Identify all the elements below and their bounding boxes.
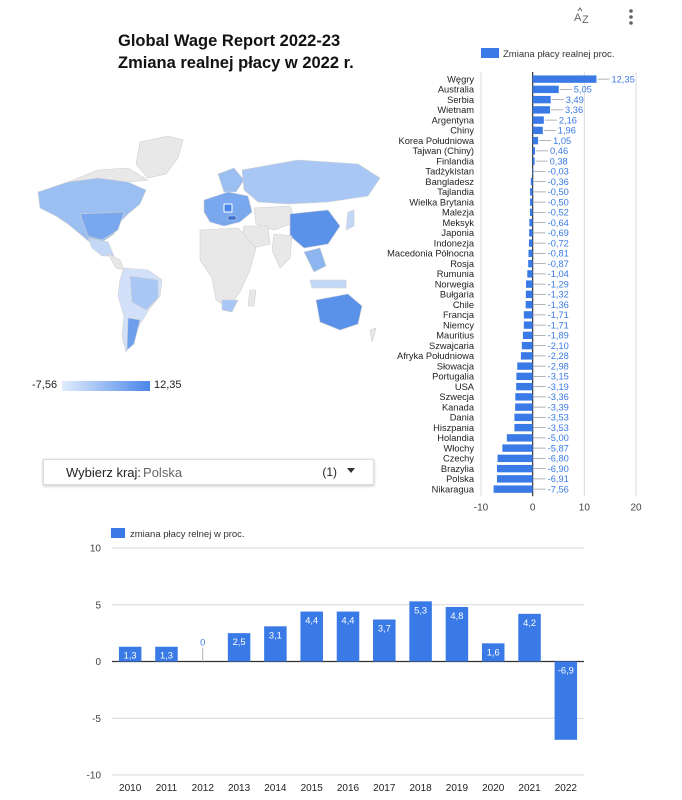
- bar: [533, 116, 544, 123]
- category-label: Finlandia: [436, 156, 474, 167]
- bar: [533, 106, 550, 113]
- data-label: -6,9: [557, 665, 574, 676]
- data-label: -7,56: [547, 484, 569, 495]
- y-tick-label: 10: [89, 543, 101, 555]
- category-label: Australia: [437, 84, 474, 95]
- bar: [526, 301, 533, 308]
- y-tick-label: -10: [86, 770, 101, 782]
- bar: [526, 280, 533, 287]
- category-label: Meksyk: [442, 217, 474, 228]
- bar: [514, 424, 532, 431]
- x-tick-label: 2020: [482, 783, 505, 794]
- category-label: Polska: [446, 474, 474, 485]
- legend-label: zmiana płacy relnej w proc.: [130, 529, 245, 540]
- legend-swatch: [481, 48, 499, 58]
- category-label: Węgry: [447, 74, 474, 85]
- data-label: -3,15: [547, 371, 569, 382]
- bar: [517, 362, 532, 369]
- bar: [530, 198, 533, 205]
- data-label: -2,28: [547, 351, 569, 362]
- data-label: -6,90: [547, 463, 569, 474]
- data-label: -3,39: [547, 402, 569, 413]
- category-label: Francja: [442, 310, 474, 321]
- data-label: -1,29: [547, 279, 569, 290]
- title-line-2: Zmiana realnej płacy w 2022 r.: [118, 54, 354, 72]
- y-tick-label: 5: [95, 600, 101, 612]
- x-tick-label: 2022: [554, 783, 577, 794]
- category-label: Niemcy: [443, 320, 474, 331]
- bar: [514, 414, 532, 421]
- data-label: 2,16: [558, 115, 577, 126]
- x-tick-label: 2016: [336, 783, 360, 794]
- category-label: Słowacja: [436, 361, 474, 372]
- x-tick-label: 10: [578, 502, 590, 514]
- bar: [533, 86, 559, 93]
- bar: [533, 127, 543, 134]
- bar: [533, 75, 597, 82]
- category-label: Portugalia: [432, 371, 474, 382]
- category-label: Afryka Południowa: [397, 351, 474, 362]
- x-tick-label: 2010: [119, 783, 142, 794]
- bar: [530, 188, 533, 195]
- bar: [533, 137, 538, 144]
- data-label: -6,80: [547, 453, 569, 464]
- data-label: -1,36: [547, 299, 569, 310]
- bar: [533, 168, 534, 175]
- bar: [516, 383, 532, 390]
- x-tick-label: 2012: [191, 783, 214, 794]
- category-label: Korea Południowa: [398, 135, 474, 146]
- data-label: -0,36: [547, 176, 569, 187]
- category-label: Bułgaria: [439, 289, 474, 300]
- bar: [528, 250, 532, 257]
- bar: [507, 434, 533, 441]
- bar: [515, 403, 533, 410]
- bar: [530, 209, 533, 216]
- data-label: 3,7: [377, 623, 391, 634]
- data-label: 5,3: [414, 605, 428, 616]
- category-label: Czechy: [442, 453, 474, 464]
- category-label: Hiszpania: [433, 422, 474, 433]
- bar: [529, 219, 532, 226]
- data-label: 4,4: [341, 615, 355, 626]
- category-label: Macedonia Północna: [387, 248, 474, 259]
- bar: [524, 321, 533, 328]
- category-label: Kanada: [441, 402, 474, 413]
- y-tick-label: 0: [95, 657, 101, 668]
- bar: [523, 332, 533, 339]
- category-label: Mauritius: [436, 330, 474, 341]
- data-label: 5,05: [573, 84, 592, 95]
- bar: [533, 147, 535, 154]
- data-label: 4,4: [305, 615, 319, 626]
- data-label: -0,50: [547, 197, 569, 208]
- x-tick-label: 2015: [300, 783, 323, 794]
- bar: [521, 352, 533, 359]
- x-tick-label: 2014: [264, 783, 287, 794]
- bar: [515, 393, 532, 400]
- data-label: -1,04: [547, 269, 569, 280]
- category-label: Rumunia: [436, 269, 474, 280]
- svg-text:Z: Z: [582, 14, 589, 26]
- data-label: -3,19: [547, 381, 569, 392]
- x-tick-label: 0: [529, 502, 536, 514]
- bar: [531, 178, 533, 185]
- data-label: -3,36: [547, 392, 569, 403]
- data-label: -2,98: [547, 361, 569, 372]
- x-tick-label: 2018: [409, 783, 432, 794]
- svg-text:A: A: [574, 12, 582, 24]
- data-label: -2,10: [547, 340, 569, 351]
- data-label: 3,49: [565, 94, 584, 105]
- data-label: -6,91: [547, 474, 569, 485]
- map-legend-min: -7,56: [32, 379, 58, 391]
- category-label: Japonia: [441, 228, 474, 239]
- country-select-count: (1): [322, 465, 337, 479]
- category-label: Rosja: [450, 258, 474, 269]
- category-label: Holandia: [437, 433, 474, 444]
- data-label: -1,32: [547, 289, 569, 300]
- x-tick-label: 20: [630, 502, 642, 514]
- legend-swatch: [111, 528, 125, 538]
- legend-label: Zmiana płacy realnej proc.: [503, 49, 615, 60]
- bar: [527, 270, 532, 277]
- data-label: 3,1: [268, 630, 282, 641]
- x-tick-label: -10: [473, 502, 489, 514]
- data-label: -0,52: [547, 207, 569, 218]
- data-label: -0,69: [547, 228, 569, 239]
- category-label: Bangladesz: [425, 176, 474, 187]
- data-label: -5,00: [547, 433, 569, 444]
- title-line-1: Global Wage Report 2022-23: [118, 32, 341, 50]
- data-label: 4,8: [450, 611, 464, 622]
- x-tick-label: 2017: [373, 783, 396, 794]
- data-label: -0,81: [547, 248, 569, 259]
- bar: [526, 291, 533, 298]
- bar: [533, 157, 535, 164]
- category-label: Brazylia: [440, 463, 474, 474]
- category-label: Dania: [449, 412, 474, 423]
- bar: [533, 96, 551, 103]
- category-label: Nikaragua: [431, 484, 474, 495]
- category-label: USA: [454, 381, 474, 392]
- data-label: 12,35: [611, 74, 635, 85]
- bar: [497, 475, 533, 482]
- category-label: Tadżykistan: [425, 166, 474, 177]
- data-label: -3,53: [547, 422, 569, 433]
- data-label: 1,3: [123, 650, 137, 661]
- category-label: Serbia: [447, 94, 474, 105]
- bar: [529, 239, 533, 246]
- map-legend-max: 12,35: [154, 379, 182, 391]
- category-label: Tajlandia: [437, 187, 474, 198]
- data-label: -5,87: [547, 443, 569, 454]
- category-label: Argentyna: [431, 115, 474, 126]
- data-label: -0,64: [547, 217, 569, 228]
- category-label: Tajwan (Chiny): [412, 146, 474, 157]
- category-label: Chiny: [450, 125, 474, 136]
- bar: [494, 485, 533, 492]
- country-select-colon: :: [137, 464, 142, 480]
- y-tick-label: -5: [92, 713, 101, 725]
- data-label: -1,89: [547, 330, 569, 341]
- category-label: Szwecja: [439, 392, 474, 403]
- x-tick-label: 2011: [155, 783, 178, 794]
- bar: [524, 311, 533, 318]
- data-label: -0,72: [547, 238, 569, 249]
- category-label: Norwegia: [434, 279, 474, 290]
- category-label: Wietnam: [437, 105, 474, 116]
- data-label: 0,46: [550, 146, 569, 157]
- data-label: 2,5: [232, 637, 246, 648]
- data-label: -0,03: [547, 166, 569, 177]
- data-label: 1,96: [557, 125, 576, 136]
- bar: [516, 373, 532, 380]
- x-tick-label: 2021: [518, 783, 541, 794]
- category-label: Wielka Brytania: [409, 197, 474, 208]
- data-label: -1,71: [547, 310, 569, 321]
- bar: [528, 260, 532, 267]
- bar: [497, 465, 533, 472]
- data-label: -0,50: [547, 187, 569, 198]
- data-label: 0: [200, 637, 206, 648]
- category-label: Malezja: [441, 207, 474, 218]
- data-label: -1,71: [547, 320, 569, 331]
- bar: [502, 444, 532, 451]
- data-label: 1,6: [486, 647, 500, 658]
- x-tick-label: 2013: [227, 783, 251, 794]
- data-label: -3,53: [547, 412, 569, 423]
- country-select-label: Wybierz kraj: [66, 464, 138, 480]
- data-label: 1,05: [553, 135, 572, 146]
- category-label: Indonezja: [433, 238, 474, 249]
- x-tick-label: 2019: [445, 783, 469, 794]
- category-label: Włochy: [443, 443, 474, 454]
- data-label: -0,87: [547, 258, 569, 269]
- bar: [529, 229, 533, 236]
- bar: [522, 342, 533, 349]
- bar: [498, 455, 533, 462]
- category-label: Chile: [452, 299, 474, 310]
- data-label: 3,36: [565, 105, 584, 116]
- country-select-value: Polska: [143, 464, 183, 480]
- data-label: 1,3: [159, 650, 173, 661]
- category-label: Szwajcaria: [429, 340, 474, 351]
- data-label: 0,38: [549, 156, 568, 167]
- data-label: 4,2: [523, 617, 537, 628]
- vertical-bar-chart: [0, 510, 682, 800]
